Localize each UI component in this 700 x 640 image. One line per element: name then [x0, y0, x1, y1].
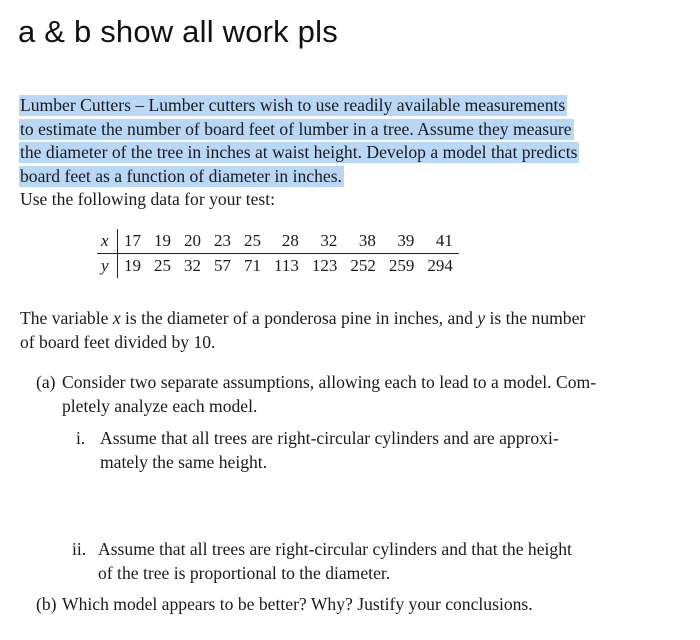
y-cell: 57 [214, 256, 232, 275]
highlight: board feet as a function of diameter in inches. [20, 165, 342, 186]
part-a-ii-line-1: Assume that all trees are right-circular cylinders and that the height [98, 539, 572, 559]
problem-line-1 [20, 94, 684, 118]
x-cell: 19 [148, 229, 178, 254]
part-a-i-line-1: Assume that all trees are right-circular cylinders and are approxi- [100, 428, 559, 448]
x-cell: 41 [421, 229, 460, 254]
x-cell: 20 [178, 229, 208, 254]
part-a-i-label: i. [76, 428, 86, 448]
part-a-line-1: Consider two separate assumptions, allowing each to lead to a model. Com- [62, 372, 597, 392]
math-x: x [112, 308, 121, 328]
x-cell: 23 [208, 229, 238, 254]
y-cell: 25 [154, 256, 172, 275]
part-a-ii-label: ii. [72, 539, 87, 559]
part-a-ii [72, 538, 684, 585]
data-table [97, 229, 459, 278]
part-a-i-line-2: mately the same height. [100, 451, 268, 472]
part-a-line-2: pletely analyze each model. [62, 395, 258, 416]
problem-line-3 [20, 141, 684, 165]
x-cell: 28 [268, 229, 306, 254]
y-cell: 123 [311, 256, 338, 275]
y-cell: 113 [274, 256, 299, 275]
y-cell: 259 [388, 256, 415, 275]
question-header: a & b show all work pls [18, 14, 338, 49]
x-cell: 25 [238, 229, 268, 254]
x-cell: 39 [382, 229, 421, 254]
part-a [36, 371, 684, 418]
part-b [36, 593, 684, 617]
highlight: Lumber Cutters – Lumber cutters wish to use readily available measurements [20, 95, 566, 115]
x-label: x [97, 229, 117, 254]
y-cell: 71 [244, 256, 262, 275]
y-cell: 294 [427, 256, 453, 275]
part-b-line-1: Which model appears to be better? Why? Justify your conclusions. [62, 594, 533, 614]
part-b-label: (b) [36, 594, 57, 614]
x-cell: 17 [117, 229, 148, 254]
x-cell: 38 [344, 229, 383, 254]
table-row-y [97, 254, 459, 279]
y-cell: 32 [184, 256, 202, 275]
part-a-label: (a) [36, 372, 56, 392]
y-cell: 19 [124, 256, 142, 275]
variable-description: The variable x is the diameter of a ponderosa pine in inches, and y is the number of board feet divided by 10. [20, 308, 586, 352]
math-y: y [477, 308, 486, 328]
highlight: to estimate the number of board feet of lumber in a tree. Assume they measure [20, 118, 572, 139]
part-a-ii-line-2: of the tree is proportional to the diameter. [98, 562, 391, 583]
y-label: y [97, 254, 117, 279]
y-cell: 252 [350, 256, 376, 275]
problem-line-4 [20, 165, 684, 189]
problem-line-2 [20, 118, 684, 142]
part-a-i [76, 427, 684, 474]
x-cell: 32 [305, 229, 344, 254]
problem-statement [20, 94, 684, 212]
table-row-x [97, 229, 459, 254]
highlight: the diameter of the tree in inches at waist height. Develop a model that predicts [20, 142, 578, 163]
problem-line-5: Use the following data for your test: [20, 189, 276, 210]
